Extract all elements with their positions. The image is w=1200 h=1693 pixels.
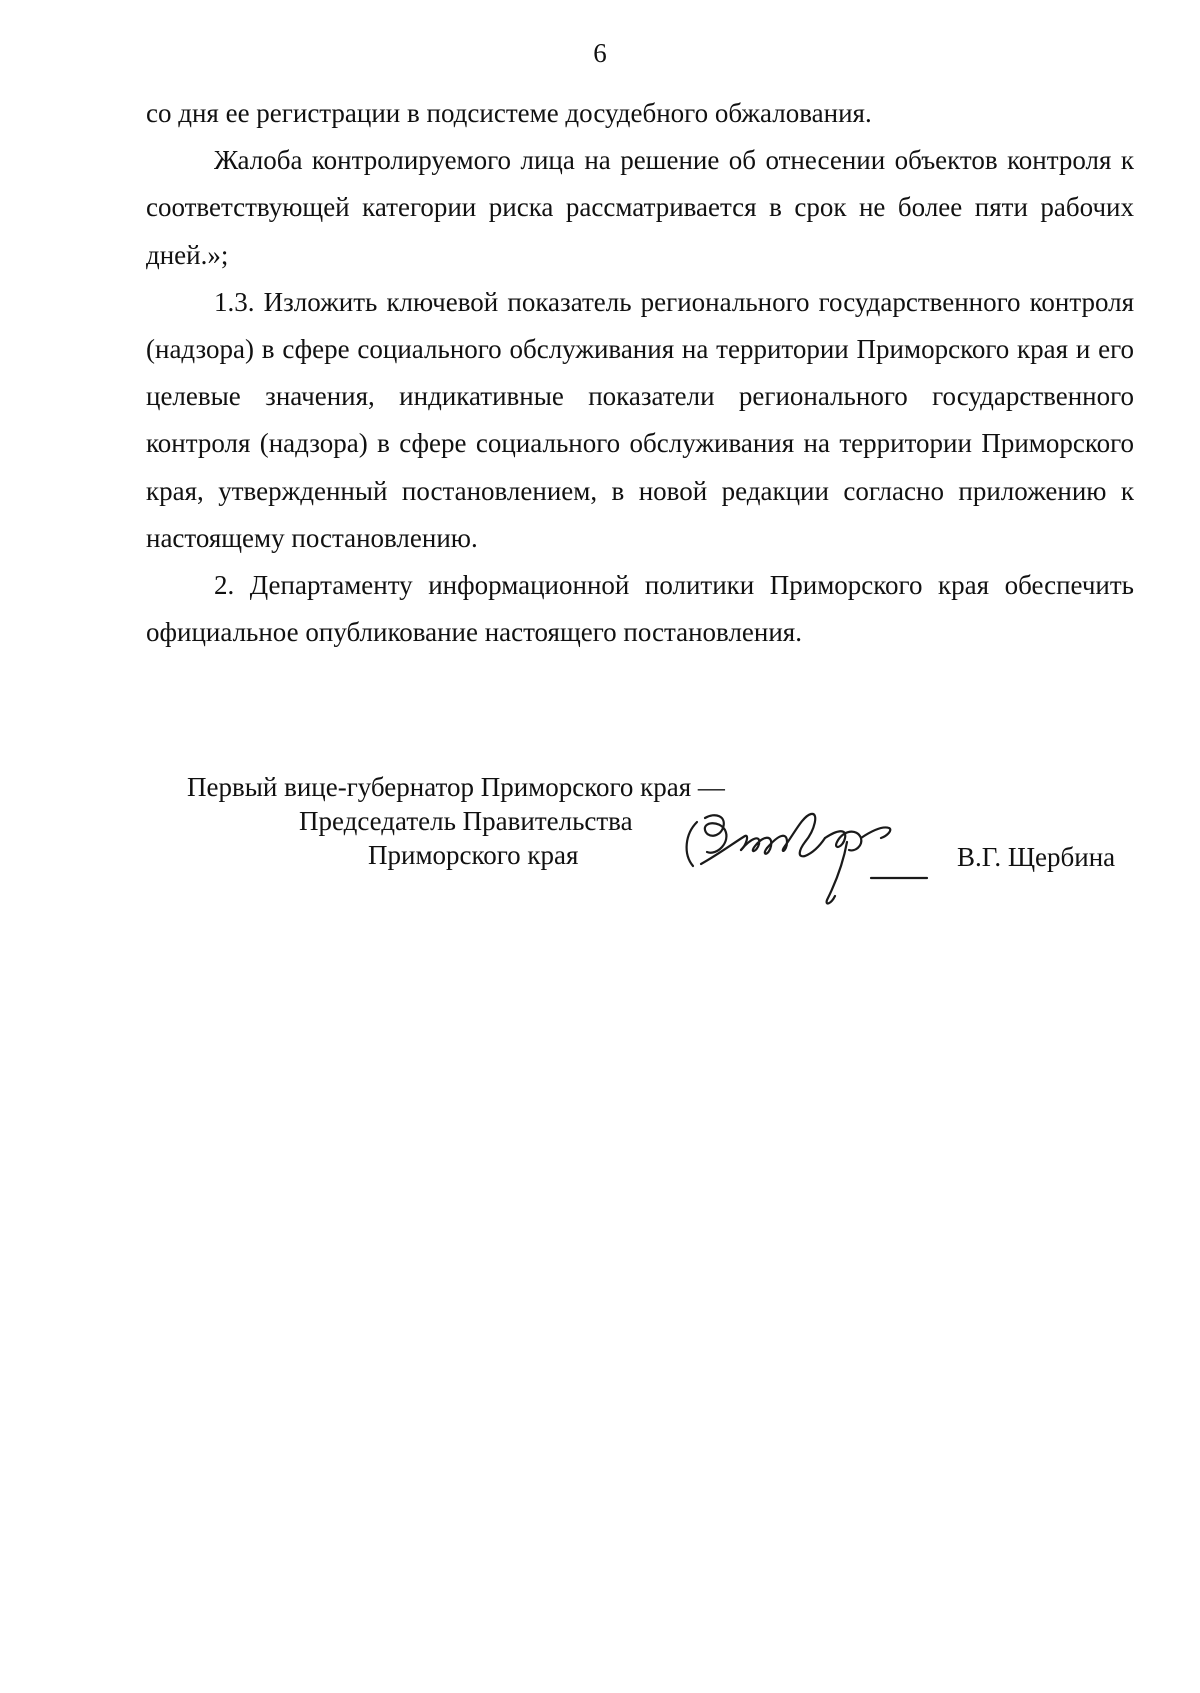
paragraph-continuation: со дня ее регистрации в подсистеме досудебного обжалования.	[146, 98, 872, 128]
signature-block	[0, 768, 1200, 918]
handwritten-signature	[675, 808, 935, 920]
signatory-name: В.Г. Щербина	[957, 842, 1116, 872]
page-number: 6	[593, 38, 607, 68]
signatory-title-line1: Первый вице-губернатор Приморского края —	[187, 772, 725, 802]
signatory-title-line3: Приморского края	[368, 840, 579, 870]
paragraph-complaint-term: Жалоба контролируемого лица на решение об отнесении объектов контроля к соответствующей категории риска рассматривается в срок не более пяти рабочих дней.»;	[146, 145, 1134, 270]
paragraph-item-1-3: 1.3. Изложить ключевой показатель регионального государственного контроля (надзора) в сфере социального обслуживания на территории Приморского края и его целевые значения, индикативные показатели регионального государственного контроля (надзора) в сфере социального обслуживания на территории Приморского края, утвержденный постановлением, в новой редакции согласно приложению к настоящему постановлению.	[146, 286, 1134, 553]
paragraph-item-2: 2. Департаменту информационной политики Приморского края обеспечить официальное опубликование настоящего постановления.	[146, 570, 1134, 648]
signatory-title-line2: Председатель Правительства	[299, 806, 633, 836]
document-body	[146, 90, 1134, 656]
